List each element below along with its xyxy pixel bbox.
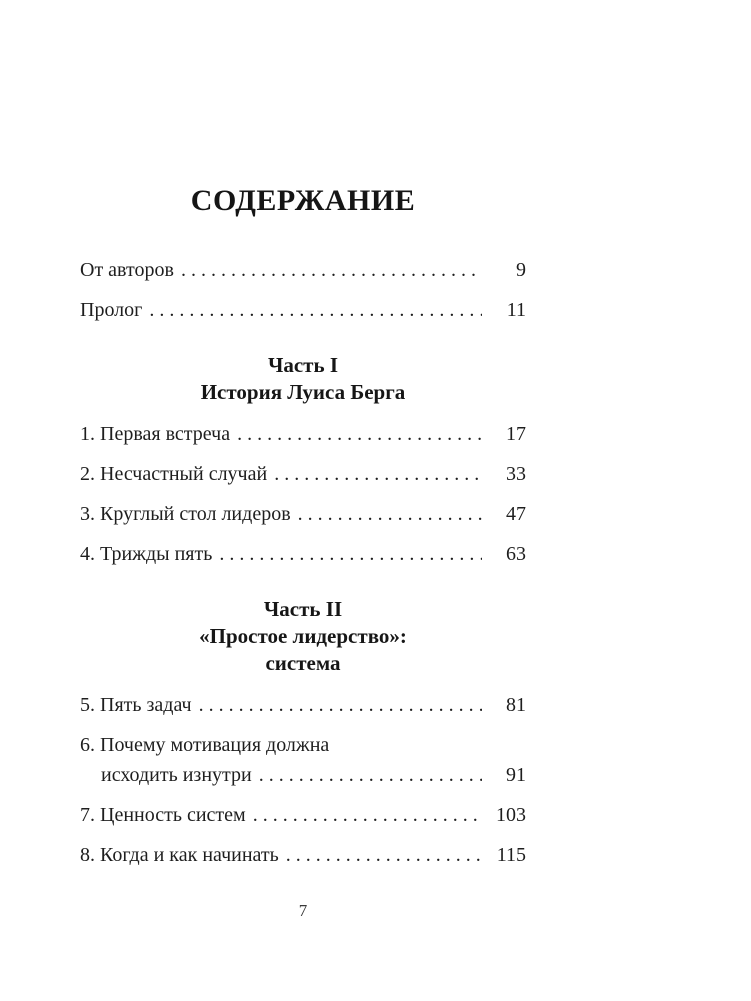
- toc-entry-label: От авторов: [80, 259, 174, 281]
- toc-entry-label: 8. Когда и как начинать: [80, 844, 279, 866]
- part-2-heading-line-1: Часть II: [263, 597, 343, 621]
- toc-entry-7: [80, 803, 526, 827]
- page-number-folio: 7: [298, 901, 308, 920]
- toc-entry-page: 91: [506, 764, 526, 786]
- part-2-entries: [80, 693, 526, 867]
- contents-title: СОДЕРЖАНИЕ: [190, 184, 416, 217]
- part-1-heading-line-1: Часть I: [267, 353, 339, 377]
- contents-column: [80, 0, 526, 867]
- toc-entry-continuation: [80, 763, 526, 787]
- toc-entry-label: 5. Пять задач: [80, 694, 192, 716]
- toc-entry-page: 103: [496, 804, 526, 826]
- toc-entry-page: 17: [506, 423, 526, 445]
- toc-entry-page: 47: [506, 503, 526, 525]
- dot-leader: [181, 258, 482, 282]
- dot-leader: [253, 803, 482, 827]
- toc-entry-3: [80, 502, 526, 526]
- part-2-heading-line-3: система: [265, 651, 341, 675]
- toc-entry-label: 7. Ценность систем: [80, 804, 246, 826]
- toc-entry-6: [80, 733, 526, 787]
- part-2-heading: [80, 596, 526, 677]
- toc-entry-label: Пролог: [80, 299, 143, 321]
- toc-entry-label-line-1: 6. Почему мотивация должна: [80, 734, 330, 756]
- dot-leader: [219, 542, 482, 566]
- toc-entry-4: [80, 542, 526, 566]
- part-1-entries: [80, 422, 526, 566]
- toc-entry-2: [80, 462, 526, 486]
- toc-entry-page: 9: [516, 259, 526, 281]
- dot-leader: [259, 763, 482, 787]
- dot-leader: [274, 462, 482, 486]
- front-matter-entries: [80, 258, 526, 322]
- part-2-heading-line-2: «Простое лидерство»:: [199, 624, 407, 648]
- toc-entry-1: [80, 422, 526, 446]
- part-1-heading-line-2: История Луиса Берга: [200, 380, 406, 404]
- toc-entry-ot-avtorov: [80, 258, 526, 282]
- dot-leader: [149, 298, 482, 322]
- toc-entry-label: 3. Круглый стол лидеров: [80, 503, 291, 525]
- toc-entry-page: 11: [506, 299, 526, 321]
- dot-leader: [286, 843, 482, 867]
- toc-entry-page: 33: [506, 463, 526, 485]
- dot-leader: [199, 693, 482, 717]
- dot-leader: [298, 502, 482, 526]
- toc-entry-label: 1. Первая встреча: [80, 423, 231, 445]
- toc-entry-label: 2. Несчастный случай: [80, 463, 268, 485]
- toc-entry-prolog: [80, 298, 526, 322]
- toc-entry-page: 63: [506, 543, 526, 565]
- part-1-heading: [80, 352, 526, 406]
- toc-entry-8: [80, 843, 526, 867]
- toc-entry-page: 115: [496, 844, 526, 866]
- dot-leader: [237, 422, 482, 446]
- toc-entry-label-line-2: исходить изнутри: [101, 764, 252, 786]
- toc-entry-page: 81: [506, 694, 526, 716]
- toc-entry-5: [80, 693, 526, 717]
- toc-entry-label: 4. Трижды пять: [80, 543, 213, 565]
